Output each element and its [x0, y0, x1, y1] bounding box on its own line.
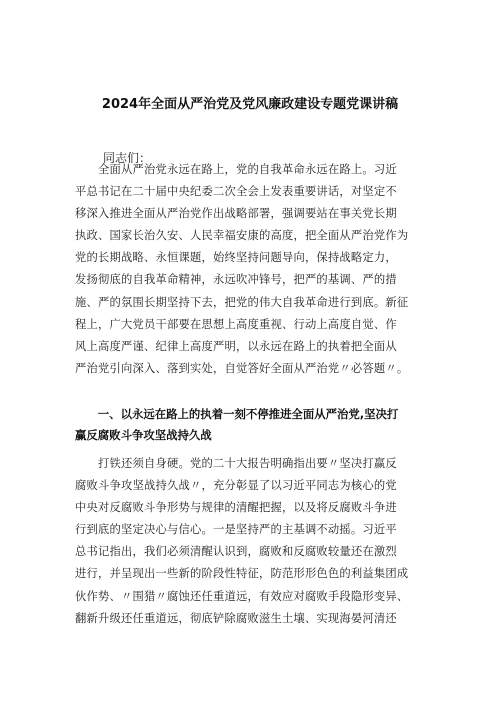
paragraph-line: 腐败斗争攻坚战持久战〃，充分彰显了以习近平同志为核心的党: [75, 479, 397, 493]
paragraph-1: [75, 159, 430, 380]
paragraph-line: 伙作势、〃围猎〃腐蚀还任重道远，有效应对腐败手段隐形变异、: [75, 589, 409, 603]
paragraph-line: 程上，广大党员干部要在思想上高度重视、行动上高度自觉、作: [75, 317, 397, 331]
document-title: 2024年全面从严治党及党风廉政建设专题党课讲稿: [101, 97, 399, 112]
paragraph-line: 总书记指出，我们必须清醒认识到，腐败和反腐败较量还在激烈: [75, 545, 397, 559]
heading-line: 一、以永远在路上的执着一刻不停推进全面从严治党,坚决打: [75, 407, 399, 421]
paragraph-2: [75, 453, 430, 630]
section-heading-1: [75, 404, 435, 446]
paragraph-line: 施、严的氛围长期坚持下去，把党的伟大自我革命进行到底。新征: [75, 295, 409, 309]
paragraph-line: 全面从严治党永远在路上，党的自我革命永远在路上。习近: [75, 163, 397, 176]
paragraph-line: 发扬彻底的自我革命精神，永远吹冲锋号，把严的基调、严的措: [75, 273, 397, 287]
paragraph-line: 执政、国家长治久安、人民幸福安康的高度，把全面从严治党作为: [75, 229, 409, 243]
salutation: 同志们：: [103, 151, 152, 165]
heading-line: 赢反腐败斗争攻坚战持久战: [75, 428, 212, 442]
paragraph-line: 严治党引向深入、落到实处，自觉答好全面从严治党〃必答题〃。: [75, 361, 409, 375]
paragraph-line: 中央对反腐败斗争形势与规律的清醒把握，以及将反腐败斗争进: [75, 501, 397, 515]
paragraph-line: 风上高度严谨、纪律上高度严明，以永远在路上的执着把全面从: [75, 339, 397, 353]
paragraph-line: 平总书记在二十届中央纪委二次全会上发表重要讲话，对坚定不: [75, 185, 397, 199]
paragraph-line: 打铁还须自身硬。党的二十大报告明确指出要〃坚决打赢反: [75, 457, 397, 470]
paragraph-line: 党的长期战略、永恒课题，始终坚持问题导向，保持战略定力，: [75, 251, 397, 265]
paragraph-line: 翻新升级还任重道远，彻底铲除腐败滋生土壤、实现海晏河清还: [75, 611, 397, 625]
paragraph-line: 进行，并呈现出一些新的阶段性特征，防范形形色色的利益集团成: [75, 567, 409, 581]
paragraph-line: 移深入推进全面从严治党作出战略部署，强调要站在事关党长期: [75, 207, 397, 221]
paragraph-line: 行到底的坚定决心与信心。一是坚持严的主基调不动摇。习近平: [75, 523, 397, 537]
